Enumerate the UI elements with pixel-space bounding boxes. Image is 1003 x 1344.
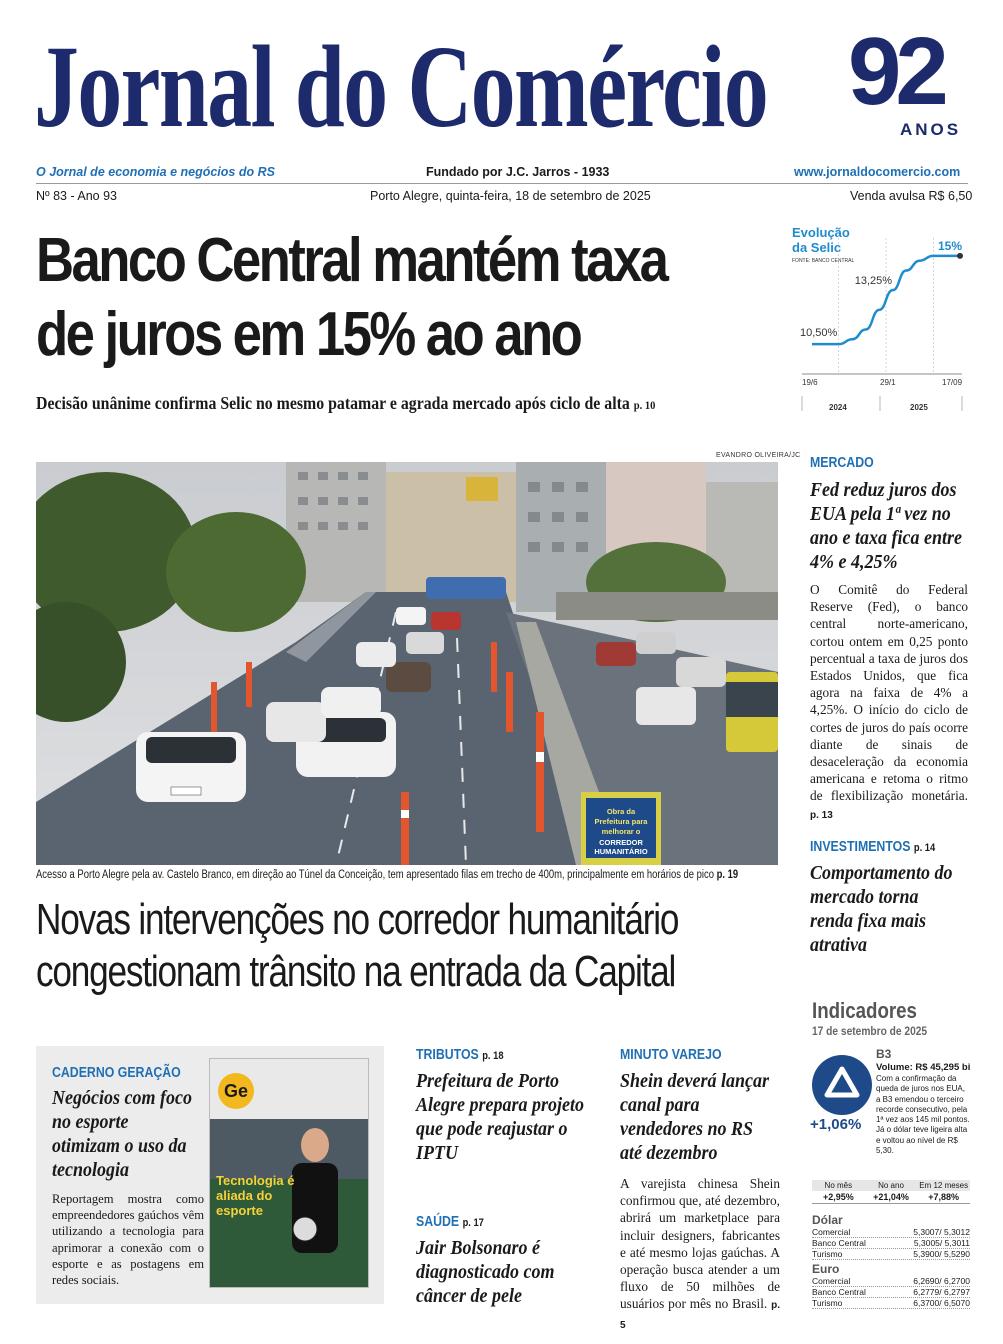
price: Venda avulsa R$ 6,50 — [850, 189, 973, 203]
anniversary-word: ANOS — [900, 120, 962, 139]
chart-xtick-2: 17/09 — [942, 378, 963, 387]
geracao-body: Reportagem mostra como empreendedores gaúchos vêm utilizando a tecnologia para aprimorar a conexão com o esporte e as postagens em redes sociais. — [52, 1192, 204, 1288]
row-value: 6,3700/ 6,5070 — [913, 1298, 970, 1308]
period-header: No mês — [824, 1181, 853, 1190]
period-value: +2,95% — [822, 1192, 854, 1202]
photo-caption — [36, 868, 774, 882]
geracao-cover-logo: Ge — [218, 1073, 254, 1109]
row-value: 6,2690/ 6,2700 — [913, 1276, 970, 1286]
period-value: +21,04% — [873, 1192, 909, 1202]
geracao-headline[interactable]: Negócios com foco no esporte otimizam o uso da tecnologia — [52, 1087, 192, 1181]
investimentos-page: p. 14 — [913, 842, 936, 854]
b3-up-badge — [812, 1055, 872, 1115]
mercado-headline[interactable]: Fed reduz juros dos EUA pela 1ª vez no ano e taxa fica entre 4% e 4,25% — [810, 479, 962, 573]
saude-kicker — [416, 1213, 484, 1232]
selic-series-endpoint — [957, 253, 963, 259]
indicadores-date: 17 de setembro de 2025 — [812, 1024, 928, 1038]
period-header-row — [812, 1180, 970, 1191]
chart-annotation-mid: 13,25% — [854, 275, 893, 288]
founded-line: Fundado por J.C. Jarros - 1933 — [426, 165, 610, 179]
varejo-page: p. 5 — [620, 1300, 780, 1331]
table-row — [812, 1298, 970, 1309]
chart-source: FONTE: BANCO CENTRAL — [792, 258, 855, 264]
geracao-cover[interactable] — [209, 1058, 369, 1288]
row-label: Banco Central — [812, 1287, 866, 1297]
mercado-kicker: MERCADO — [810, 455, 874, 471]
lead-subhead-text: Decisão unânime confirma Selic no mesmo patamar e agrada mercado após ciclo de alta — [36, 393, 630, 413]
selic-chart-svg — [792, 226, 972, 416]
photo-headline-line2: congestionam trânsito na entrada da Capital — [36, 947, 676, 996]
row-value: 5,3900/ 5,5290 — [913, 1249, 970, 1259]
photo-headline-line1: Novas intervenções no corredor humanitário — [36, 895, 679, 944]
geracao-cover-title: Tecnologia é aliada do esporte — [216, 1173, 295, 1218]
lead-headline-line1: Banco Central mantém taxa — [36, 226, 667, 295]
euro-table — [812, 1262, 970, 1309]
dolar-title: Dólar — [812, 1213, 843, 1227]
varejo-headline[interactable]: Shein deverá lançar canal para vendedores no RS até dezembro — [620, 1070, 770, 1164]
masthead-title: Jornal do Comércio — [34, 21, 768, 152]
tagline: O Jornal de economia e negócios do RS — [36, 165, 275, 179]
chart-group-2024: 2024 — [829, 403, 847, 412]
photo-headline[interactable] — [36, 894, 756, 998]
row-label: Turismo — [812, 1298, 843, 1308]
table-row — [812, 1287, 970, 1298]
svg-text:melhorar o: melhorar o — [601, 827, 641, 836]
row-label: Comercial — [812, 1227, 851, 1237]
row-label: Banco Central — [812, 1238, 866, 1248]
photo-credit: EVANDRO OLIVEIRA/JC — [716, 452, 801, 459]
b3-volume: Volume: R$ 45,295 bi — [876, 1062, 971, 1073]
row-label: Comercial — [812, 1276, 851, 1286]
lead-headline-line2: de juros em 15% ao ano — [36, 300, 581, 369]
traffic-photo[interactable] — [36, 462, 778, 865]
investimentos-kicker-text: INVESTIMENTOS — [810, 839, 911, 855]
dolar-table — [812, 1213, 970, 1260]
row-label: Turismo — [812, 1249, 843, 1259]
indicadores-title: Indicadores — [812, 998, 917, 1023]
period-table — [812, 1180, 970, 1204]
chart-group-2025: 2025 — [910, 403, 928, 412]
selic-chart — [792, 226, 972, 416]
dateline: Porto Alegre, quinta-feira, 18 de setembro de 2025 — [370, 189, 651, 203]
row-value: 6,2779/ 6,2797 — [913, 1287, 970, 1297]
tributos-kicker — [416, 1046, 504, 1065]
mercado-page: p. 13 — [810, 809, 833, 821]
row-value: 5,3007/ 5,3012 — [913, 1227, 970, 1237]
mercado-body-text: O Comitê do Federal Reserve (Fed), o banco central norte-americano, cortou ontem em 0,25 ponto percentual a taxa de juros dos Estados Unidos, que fica agora na faixa de 4% a 4,25%. O início do ciclo de cortes de juros do país ocorre diante de sinais de desaceleração da economia americana e retoma o ritmo de flexibilização monetária. — [810, 582, 968, 804]
table-row — [812, 1249, 970, 1260]
svg-text:Prefeitura para: Prefeitura para — [594, 817, 648, 826]
period-value: +7,88% — [928, 1192, 960, 1202]
anniversary-number: 92 — [848, 18, 943, 125]
b3-text: Com a confirmação da queda de juros nos EUA, a B3 emendou o terceiro recorde consecutivo, pela 1ª vez aos 145 mil pontos. Já o dólar teve ligeira alta e voltou ao nível de R$ 5,30. — [876, 1074, 970, 1156]
investimentos-kicker — [810, 838, 935, 857]
mercado-body — [810, 581, 968, 824]
row-value: 5,3005/ 5,3011 — [913, 1238, 970, 1248]
investimentos-headline[interactable]: Comportamento do mercado torna renda fixa mais atrativa — [810, 862, 953, 956]
table-row — [812, 1238, 970, 1249]
saude-page: p. 17 — [462, 1217, 484, 1229]
table-row — [812, 1276, 970, 1287]
saude-headline[interactable]: Jair Bolsonaro é diagnosticado com câncer de pele — [416, 1237, 555, 1307]
b3-change: +1,06% — [810, 1116, 862, 1133]
varejo-body-text: A varejista chinesa Shein confirmou que, até dezembro, abrirá um marketplace para incluir designers, fabricantes e até mesmo lojas gaúchas. A operação busca atender a um fluxo de 50 milhões de usuários por mês no Brasil. — [620, 1176, 780, 1312]
photo-caption-text: Acesso a Porto Alegre pela av. Castelo Branco, em direção ao Túnel da Conceição, tem apresentado filas em trecho de 400m, principalmente em horários de pico — [36, 869, 714, 881]
chart-title-line1: Evolução — [792, 226, 850, 240]
tributos-kicker-text: TRIBUTOS — [416, 1047, 479, 1063]
chart-xtick-1: 29/1 — [880, 378, 896, 387]
period-value-row — [812, 1191, 970, 1204]
lead-subhead — [36, 392, 810, 416]
tributos-page: p. 18 — [482, 1050, 504, 1062]
website-link[interactable]: www.jornaldocomercio.com — [794, 165, 961, 179]
photo-caption-page: p. 19 — [716, 869, 739, 881]
lead-headline[interactable] — [36, 224, 784, 372]
svg-text:CORREDOR: CORREDOR — [599, 838, 643, 847]
period-header: Em 12 meses — [919, 1181, 969, 1190]
chart-annotation-start: 10,50% — [800, 327, 838, 340]
euro-title: Euro — [812, 1262, 840, 1276]
chart-xtick-0: 19/6 — [802, 378, 818, 387]
b3-label: B3 — [876, 1047, 892, 1061]
chart-annotation-end: 15% — [938, 238, 963, 253]
varejo-kicker: MINUTO VAREJO — [620, 1047, 722, 1063]
svg-text:Obra da: Obra da — [606, 807, 636, 816]
svg-text:HUMANITÁRIO: HUMANITÁRIO — [594, 847, 648, 856]
geracao-kicker: CADERNO GERAÇÃO — [52, 1065, 181, 1081]
period-header: No ano — [878, 1181, 904, 1190]
tributos-headline[interactable]: Prefeitura de Porto Alegre prepara projeto que pode reajustar o IPTU — [416, 1070, 584, 1164]
up-triangle-icon — [812, 1055, 872, 1115]
issue-number: Nº 83 - Ano 93 — [36, 189, 118, 203]
saude-kicker-text: SAÚDE — [416, 1214, 460, 1230]
masthead-divider — [36, 183, 968, 184]
varejo-body — [620, 1175, 780, 1334]
table-row — [812, 1227, 970, 1238]
traffic-photo-illustration — [36, 462, 778, 865]
lead-subhead-page: p. 10 — [633, 398, 656, 412]
chart-title-line2: da Selic — [792, 240, 842, 255]
